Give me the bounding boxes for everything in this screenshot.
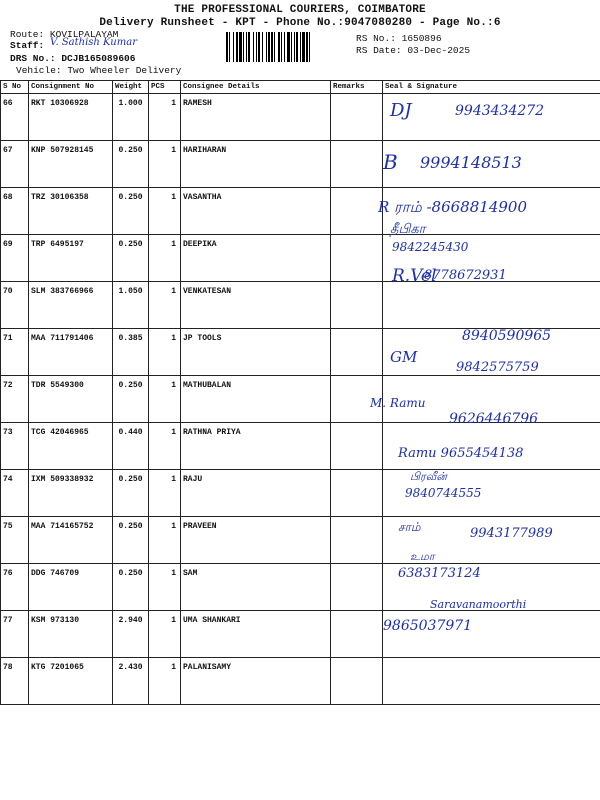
barcode-bar xyxy=(287,32,290,62)
pcs-cell: 1 xyxy=(149,329,181,376)
consignee-cell: RAMESH xyxy=(181,94,331,141)
handwritten-signature: R ராம் -8668814900 xyxy=(378,198,527,216)
barcode-bar xyxy=(300,32,301,62)
consignee-cell: PALANISAMY xyxy=(181,658,331,705)
col-header-sno: S No xyxy=(1,81,29,94)
consignee-cell: JP TOOLS xyxy=(181,329,331,376)
drs-label: DRS No.: xyxy=(10,53,56,64)
sno-cell: 76 xyxy=(1,564,29,611)
vehicle-value: Two Wheeler Delivery xyxy=(67,65,182,76)
weight-cell: 0.250 xyxy=(113,188,149,235)
remarks-cell xyxy=(331,235,383,282)
handwritten-signature: M. Ramu xyxy=(370,396,426,410)
barcode-bar xyxy=(306,32,308,62)
consignment-cell: MAA 711791406 xyxy=(29,329,113,376)
barcode-bar xyxy=(233,32,234,62)
consignment-cell: KNP 507928145 xyxy=(29,141,113,188)
weight-cell: 0.250 xyxy=(113,517,149,564)
company-title: THE PROFESSIONAL COURIERS, COIMBATORE xyxy=(174,4,426,16)
table-row xyxy=(1,470,600,517)
col-header-consignee: Consignee Details xyxy=(181,81,331,94)
signature-cell xyxy=(383,376,600,423)
sno-cell: 68 xyxy=(1,188,29,235)
pcs-cell: 1 xyxy=(149,470,181,517)
handwritten-signature: பிரவீன் xyxy=(410,470,447,483)
consignment-cell: DDG 746709 xyxy=(29,564,113,611)
pcs-cell: 1 xyxy=(149,94,181,141)
signature-cell xyxy=(383,564,600,611)
table-header-row xyxy=(1,81,600,94)
pcs-cell: 1 xyxy=(149,611,181,658)
consignee-cell: DEEPIKA xyxy=(181,235,331,282)
consignee-cell: SAM xyxy=(181,564,331,611)
pcs-cell: 1 xyxy=(149,235,181,282)
consignment-cell: TRP 6495197 xyxy=(29,235,113,282)
consignment-cell: TCG 42046965 xyxy=(29,423,113,470)
signature-cell xyxy=(383,329,600,376)
weight-cell: 0.250 xyxy=(113,235,149,282)
sno-cell: 67 xyxy=(1,141,29,188)
handwritten-signature: சாம் xyxy=(398,520,421,534)
handwritten-signature: 9994148513 xyxy=(420,153,522,172)
rs-date-info xyxy=(356,45,470,56)
barcode-bar xyxy=(229,32,230,62)
weight-cell: 0.385 xyxy=(113,329,149,376)
table-row xyxy=(1,564,600,611)
handwritten-signature: உமா xyxy=(410,550,435,563)
remarks-cell xyxy=(331,329,383,376)
handwritten-signature: 8778672931 xyxy=(424,268,507,283)
barcode-bar xyxy=(239,32,242,62)
remarks-cell xyxy=(331,564,383,611)
handwritten-signature: Saravanamoorthi xyxy=(430,598,527,611)
handwritten-signature: 9943434272 xyxy=(455,103,545,119)
table-row xyxy=(1,235,600,282)
col-header-remarks: Remarks xyxy=(331,81,383,94)
handwritten-signature: தீபிகா xyxy=(390,222,426,237)
rs-date-value: 03-Dec-2025 xyxy=(407,45,471,56)
table-row xyxy=(1,282,600,329)
sno-cell: 75 xyxy=(1,517,29,564)
remarks-cell xyxy=(331,658,383,705)
barcode-bar xyxy=(274,32,275,62)
handwritten-signature: Ramu 9655454138 xyxy=(398,446,524,461)
pcs-cell: 1 xyxy=(149,188,181,235)
handwritten-signature: 9842245430 xyxy=(392,240,469,254)
sno-cell: 72 xyxy=(1,376,29,423)
col-header-weight: Weight xyxy=(113,81,149,94)
consignment-cell: MAA 714165752 xyxy=(29,517,113,564)
consignee-cell: VENKATESAN xyxy=(181,282,331,329)
barcode-bar xyxy=(278,32,280,62)
rs-number-info xyxy=(356,33,442,44)
remarks-cell xyxy=(331,470,383,517)
pcs-cell: 1 xyxy=(149,423,181,470)
weight-cell: 0.250 xyxy=(113,470,149,517)
consignment-cell: SLM 383766966 xyxy=(29,282,113,329)
handwritten-signature: DJ xyxy=(390,100,412,121)
barcode-bar xyxy=(258,32,260,62)
weight-cell: 1.050 xyxy=(113,282,149,329)
table-row xyxy=(1,141,600,188)
drs-info xyxy=(10,53,135,64)
barcode-bar xyxy=(268,32,270,62)
rs-number-label: RS No.: xyxy=(356,33,396,44)
handwritten-signature: 6383173124 xyxy=(398,566,481,581)
sno-cell: 74 xyxy=(1,470,29,517)
handwritten-signature: 9943177989 xyxy=(470,526,553,541)
barcode-bar xyxy=(236,32,238,62)
consignment-cell: RKT 10306928 xyxy=(29,94,113,141)
table-row xyxy=(1,423,600,470)
barcode-bar xyxy=(243,32,244,62)
remarks-cell xyxy=(331,188,383,235)
pcs-cell: 1 xyxy=(149,376,181,423)
remarks-cell xyxy=(331,282,383,329)
signature-cell xyxy=(383,470,600,517)
remarks-cell xyxy=(331,376,383,423)
barcode-bar xyxy=(262,32,263,62)
signature-cell xyxy=(383,188,600,235)
consignment-cell: KSM 973130 xyxy=(29,611,113,658)
rs-number-value: 1650896 xyxy=(401,33,442,44)
pcs-cell: 1 xyxy=(149,282,181,329)
vehicle-info xyxy=(16,65,181,76)
barcode-bar xyxy=(256,32,257,62)
sno-cell: 70 xyxy=(1,282,29,329)
handwritten-signature: GM xyxy=(390,348,418,366)
signature-cell xyxy=(383,611,600,658)
table-row xyxy=(1,517,600,564)
signature-cell xyxy=(383,141,600,188)
runsheet-table xyxy=(0,80,600,705)
consignee-cell: VASANTHA xyxy=(181,188,331,235)
rs-date-label: RS Date: xyxy=(356,45,402,56)
weight-cell: 0.250 xyxy=(113,564,149,611)
consignment-cell: TRZ 30106358 xyxy=(29,188,113,235)
consignment-cell: KTG 7201065 xyxy=(29,658,113,705)
staff-info xyxy=(10,40,44,51)
remarks-cell xyxy=(331,94,383,141)
barcode-bar xyxy=(281,32,282,62)
route-label: Route: xyxy=(10,29,45,40)
consignee-cell: PRAVEEN xyxy=(181,517,331,564)
barcode-bar xyxy=(266,32,267,62)
barcode-bar xyxy=(284,32,285,62)
handwritten-signature: 9842575759 xyxy=(456,360,539,375)
table-row xyxy=(1,376,600,423)
barcode-bar xyxy=(309,32,310,62)
remarks-cell xyxy=(331,423,383,470)
weight-cell: 0.440 xyxy=(113,423,149,470)
pcs-cell: 1 xyxy=(149,658,181,705)
consignment-cell: IXM 509338932 xyxy=(29,470,113,517)
barcode-bar xyxy=(246,32,247,62)
handwritten-signature: 9865037971 xyxy=(383,618,473,634)
sno-cell: 78 xyxy=(1,658,29,705)
remarks-cell xyxy=(331,141,383,188)
weight-cell: 2.430 xyxy=(113,658,149,705)
barcode-bar xyxy=(291,32,292,62)
table-row xyxy=(1,329,600,376)
consignment-cell: TDR 5549300 xyxy=(29,376,113,423)
consignee-cell: HARIHARAN xyxy=(181,141,331,188)
weight-cell: 0.250 xyxy=(113,376,149,423)
barcode-bar xyxy=(248,32,250,62)
weight-cell: 0.250 xyxy=(113,141,149,188)
sno-cell: 71 xyxy=(1,329,29,376)
consignee-cell: RAJU xyxy=(181,470,331,517)
staff-label: Staff: xyxy=(10,40,45,51)
pcs-cell: 1 xyxy=(149,564,181,611)
col-header-pcs: PCS xyxy=(149,81,181,94)
handwritten-signature: 9840744555 xyxy=(405,486,482,500)
table-row xyxy=(1,94,600,141)
table-row xyxy=(1,611,600,658)
sno-cell: 77 xyxy=(1,611,29,658)
consignee-cell: UMA SHANKARI xyxy=(181,611,331,658)
barcode-bar xyxy=(226,32,228,62)
handwritten-signature: B xyxy=(383,150,398,174)
barcode xyxy=(226,32,352,62)
signature-cell xyxy=(383,658,600,705)
signature-cell xyxy=(383,517,600,564)
remarks-cell xyxy=(331,611,383,658)
sno-cell: 69 xyxy=(1,235,29,282)
pcs-cell: 1 xyxy=(149,517,181,564)
drs-value: DCJB165089606 xyxy=(61,53,136,64)
handwritten-signature: R.Vel xyxy=(392,266,437,286)
signature-cell xyxy=(383,94,600,141)
remarks-cell xyxy=(331,517,383,564)
handwritten-signature: 9626446796 xyxy=(449,411,539,427)
vehicle-label: Vehicle: xyxy=(16,65,62,76)
barcode-bar xyxy=(296,32,298,62)
staff-signature: V. Sathish Kumar xyxy=(50,37,137,48)
col-header-signature: Seal & Signature xyxy=(383,81,600,94)
handwritten-signature: 8940590965 xyxy=(462,328,552,344)
sno-cell: 73 xyxy=(1,423,29,470)
consignee-cell: RATHNA PRIYA xyxy=(181,423,331,470)
signature-cell xyxy=(383,282,600,329)
pcs-cell: 1 xyxy=(149,141,181,188)
barcode-bar xyxy=(271,32,273,62)
runsheet-title: Delivery Runsheet - KPT - Phone No.:9047080280 - Page No.:6 xyxy=(99,17,501,29)
signature-cell xyxy=(383,423,600,470)
barcode-bar xyxy=(302,32,305,62)
consignee-cell: MATHUBALAN xyxy=(181,376,331,423)
weight-cell: 1.000 xyxy=(113,94,149,141)
route-value: KOVILPALAYAM xyxy=(49,29,119,40)
table-row xyxy=(1,188,600,235)
table-row xyxy=(1,658,600,705)
barcode-bar xyxy=(294,32,295,62)
col-header-consignment: Consignment No xyxy=(29,81,113,94)
weight-cell: 2.940 xyxy=(113,611,149,658)
sno-cell: 66 xyxy=(1,94,29,141)
signature-cell xyxy=(383,235,600,282)
barcode-bar xyxy=(253,32,254,62)
